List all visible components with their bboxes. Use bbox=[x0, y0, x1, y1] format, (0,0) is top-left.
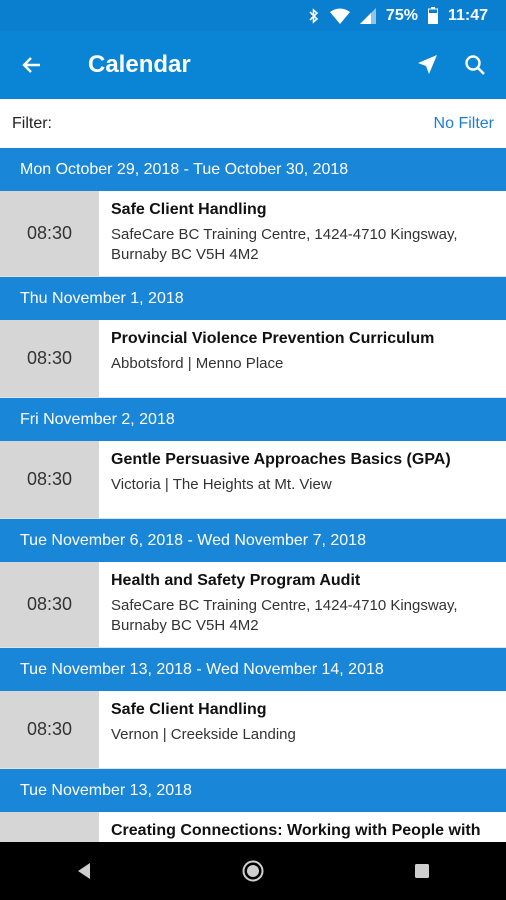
event-time: 08:30 bbox=[0, 562, 99, 647]
event-info bbox=[99, 562, 506, 647]
event-row[interactable] bbox=[0, 562, 506, 648]
event-location: Victoria | The Heights at Mt. View bbox=[111, 476, 332, 493]
event-title: Creating Connections: Working with People with bbox=[111, 822, 481, 839]
event-info bbox=[99, 441, 506, 518]
event-location: SafeCare BC Training Centre, 1424-4710 Kingsway, Burnaby BC V5H 4M2 bbox=[111, 226, 458, 263]
event-location: Vernon | Creekside Landing bbox=[111, 726, 296, 743]
system-nav-bar bbox=[0, 842, 506, 900]
date-header: Tue November 6, 2018 - Wed November 7, 2018 bbox=[0, 519, 506, 562]
event-location: Abbotsford | Menno Place bbox=[111, 355, 284, 372]
event-info bbox=[99, 320, 506, 397]
event-time: 08:30 bbox=[0, 191, 99, 276]
event-row[interactable] bbox=[0, 191, 506, 277]
event-title: Provincial Violence Prevention Curriculum bbox=[111, 330, 435, 347]
filter-row bbox=[0, 99, 506, 148]
system-back-button[interactable] bbox=[64, 851, 104, 891]
event-list bbox=[0, 148, 506, 892]
event-info bbox=[99, 691, 506, 768]
system-home-button[interactable] bbox=[233, 851, 273, 891]
date-header: Fri November 2, 2018 bbox=[0, 398, 506, 441]
event-time: 08:30 bbox=[0, 441, 99, 518]
event-info bbox=[99, 191, 506, 276]
bluetooth-icon bbox=[308, 8, 320, 24]
date-header: Tue November 13, 2018 bbox=[0, 769, 506, 812]
event-time: 08:30 bbox=[0, 320, 99, 397]
page-title: Calendar bbox=[88, 51, 191, 78]
event-title: Health and Safety Program Audit bbox=[111, 572, 361, 589]
square-recents-icon bbox=[414, 863, 430, 879]
app-bar bbox=[0, 31, 506, 99]
circle-home-icon bbox=[242, 860, 264, 882]
date-header: Tue November 13, 2018 - Wed November 14, 2018 bbox=[0, 648, 506, 691]
date-header: Thu November 1, 2018 bbox=[0, 277, 506, 320]
filter-label: Filter: bbox=[12, 114, 52, 132]
filter-value-link[interactable]: No Filter bbox=[433, 114, 494, 132]
event-title: Safe Client Handling bbox=[111, 701, 267, 718]
arrow-left-icon bbox=[20, 53, 44, 77]
event-row[interactable] bbox=[0, 320, 506, 398]
battery-icon bbox=[428, 7, 438, 24]
event-row[interactable] bbox=[0, 691, 506, 769]
wifi-icon bbox=[330, 8, 350, 24]
navigation-arrow-icon bbox=[415, 53, 439, 77]
triangle-back-icon bbox=[76, 862, 92, 880]
battery-percent: 75% bbox=[385, 6, 418, 24]
event-row[interactable] bbox=[0, 441, 506, 519]
event-title: Gentle Persuasive Approaches Basics (GPA) bbox=[111, 451, 451, 468]
location-button[interactable] bbox=[412, 50, 442, 80]
signal-icon bbox=[360, 8, 376, 24]
clock: 11:47 bbox=[447, 6, 488, 24]
search-icon bbox=[463, 53, 487, 77]
status-bar bbox=[0, 0, 506, 31]
system-recents-button[interactable] bbox=[402, 851, 442, 891]
event-time: 08:30 bbox=[0, 691, 99, 768]
event-location: SafeCare BC Training Centre, 1424-4710 Kingsway, Burnaby BC V5H 4M2 bbox=[111, 597, 458, 634]
event-title: Safe Client Handling bbox=[111, 201, 267, 218]
search-button[interactable] bbox=[460, 50, 490, 80]
date-header: Mon October 29, 2018 - Tue October 30, 2018 bbox=[0, 148, 506, 191]
back-button[interactable] bbox=[20, 51, 48, 79]
